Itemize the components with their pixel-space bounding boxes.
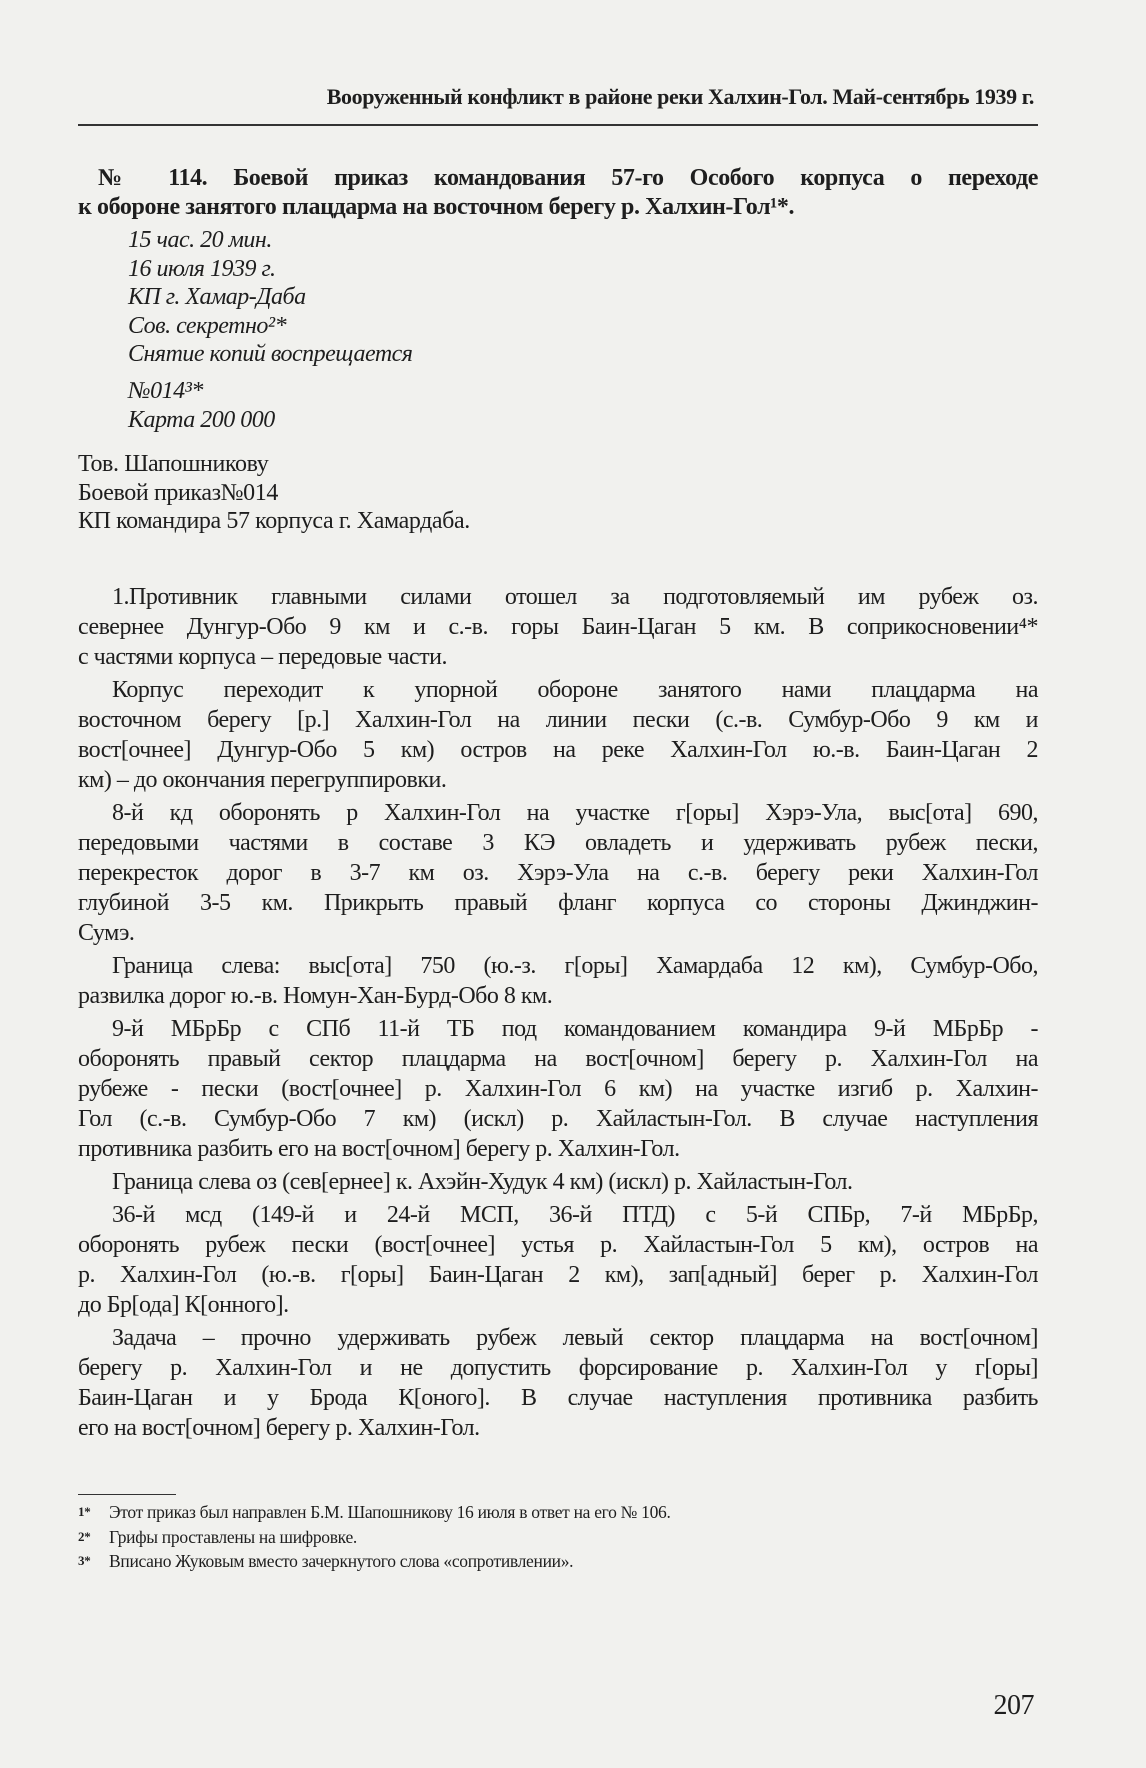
sender: КП командира 57 корпуса г. Хамардаба. [78,508,470,534]
text-line: оборонять рубеж пески (вост[очнее] устья р. Хайластын-Гол 5 км), остров на [78,1232,1038,1258]
text-line: 8-й кд оборонять р Халхин-Гол на участке г[оры] Хэрэ-Ула, выс[ота] 690, [112,800,1038,826]
paragraph [78,1014,1038,1164]
footnote [78,1500,671,1525]
footnote-mark: 2* [78,1528,91,1544]
footnotes [78,1500,671,1574]
text-line: оборонять правый сектор плацдарма на вост[очном] берегу р. Халхин-Гол на [78,1046,1038,1072]
paragraph [78,1323,1038,1443]
text-line: передовыми частями в составе 3 КЭ овладеть и удерживать рубеж пески, [78,830,1038,856]
text-line: 36-й мсд (149-й и 24-й МСП, 36-й ПТД) с 5-й СПБр, 7-й МБрБр, [112,1202,1038,1228]
document-body [78,582,1038,1446]
text-line: 9-й МБрБр с СПб 11-й ТБ под командованием командира 9-й МБрБр - [112,1016,1038,1042]
map-scale: Карта 200 000 [128,407,275,433]
date: 16 июля 1939 г. [128,255,276,282]
footnote-mark: 1* [78,1504,91,1519]
document-title-line: к обороне занятого плацдарма на восточном берегу р. Халхин-Гол¹*. [78,194,795,220]
document-title-line: № 114. Боевой приказ командования 57-го Особого корпуса о переходе [98,165,1038,191]
footnote-rule [78,1494,176,1495]
document-meta [128,226,412,369]
text-line: Задача – прочно удерживать рубеж левый сектор плацдарма на вост[очном] [112,1325,1038,1351]
footnote-text: Грифы проставлены на шифровке. [109,1526,357,1547]
order-number: №014³* [128,378,203,404]
document-title [78,164,1038,222]
text-line: р. Халхин-Гол (ю.-в. г[оры] Баин-Цаган 2 км), зап[адный] берег р. Халхин-Гол [78,1262,1038,1288]
text-line: его на вост[очном] берегу р. Халхин-Гол. [78,1415,480,1441]
paragraph [78,1200,1038,1320]
text-line: Баин-Цаган и у Брода К[оного]. В случае наступления противника разбить [78,1385,1038,1411]
order-label: Боевой приказ№014 [78,479,278,506]
text-line: берегу р. Халхин-Гол и не допустить форсирование р. Халхин-Гол у г[оры] [78,1355,1038,1381]
text-line: севернее Дунгур-Обо 9 км и с.-в. горы Баин-Цаган 5 км. В соприкосновении⁴* [78,614,1038,640]
text-line: Сумэ. [78,920,135,946]
addressee: Тов. Шапошникову [78,451,269,477]
text-line: противника разбить его на вост[очном] берегу р. Халхин-Гол. [78,1136,680,1162]
text-line: Граница слева: выс[ота] 750 (ю.-з. г[оры] Хамардаба 12 км), Сумбур-Обо, [112,953,1038,979]
text-line: 1.Противник главными силами отошел за подготовляемый им рубеж оз. [112,584,1038,610]
text-line: Граница слева оз (сев[ернее] к. Ахэйн-Худук 4 км) (искл) р. Хайластын-Гол. [112,1169,853,1195]
text-line: вост[очнее] Дунгур-Обо 5 км) остров на реке Халхин-Гол ю.-в. Баин-Цаган 2 [78,737,1038,763]
place: КП г. Хамар-Даба [128,284,306,310]
running-head: Вооруженный конфликт в районе реки Халхин-Гол. Май-сентябрь 1939 г. [326,84,1034,109]
footnote [78,1525,671,1550]
text-line: восточном берегу [р.] Халхин-Гол на линии пески (с.-в. Сумбур-Обо 9 км и [78,707,1038,733]
text-line: до Бр[ода] К[онного]. [78,1292,289,1318]
text-line: развилка дорог ю.-в. Номун-Хан-Бурд-Обо 8 км. [78,983,553,1009]
copy-notice: Снятие копий воспрещается [128,341,413,367]
paragraph [78,675,1038,795]
document-meta-2 [128,377,275,435]
paragraph [78,798,1038,948]
footnote [78,1549,671,1574]
text-line: с частями корпуса – передовые части. [78,644,448,670]
classification: Сов. секретно²* [128,312,287,339]
address-block [78,450,470,536]
header-rule [78,124,1038,126]
paragraph [78,1167,1038,1197]
text-line: Корпус переходит к упорной обороне занятого нами плацдарма на [112,677,1038,703]
text-line: перекресток дорог в 3-7 км оз. Хэрэ-Ула на с.-в. берегу реки Халхин-Гол [78,860,1038,886]
paragraph [78,582,1038,672]
paragraph [78,951,1038,1011]
text-line: рубеже - пески (вост[очнее] р. Халхин-Гол 6 км) на участке изгиб р. Халхин- [78,1076,1038,1102]
text-line: глубиной 3-5 км. Прикрыть правый фланг корпуса со стороны Джинджин- [78,890,1038,916]
footnote-mark: 3* [78,1553,91,1568]
page-number: 207 [993,1690,1034,1721]
footnote-text: Вписано Жуковым вместо зачеркнутого слова «сопротивлении». [109,1551,574,1571]
text-line: км) – до окончания перегруппировки. [78,767,447,793]
time: 15 час. 20 мин. [128,227,272,253]
footnote-text: Этот приказ был направлен Б.М. Шапошникову 16 июля в ответ на его № 106. [109,1502,671,1522]
text-line: Гол (с.-в. Сумбур-Обо 7 км) (искл) р. Хайластын-Гол. В случае наступления [78,1106,1038,1132]
